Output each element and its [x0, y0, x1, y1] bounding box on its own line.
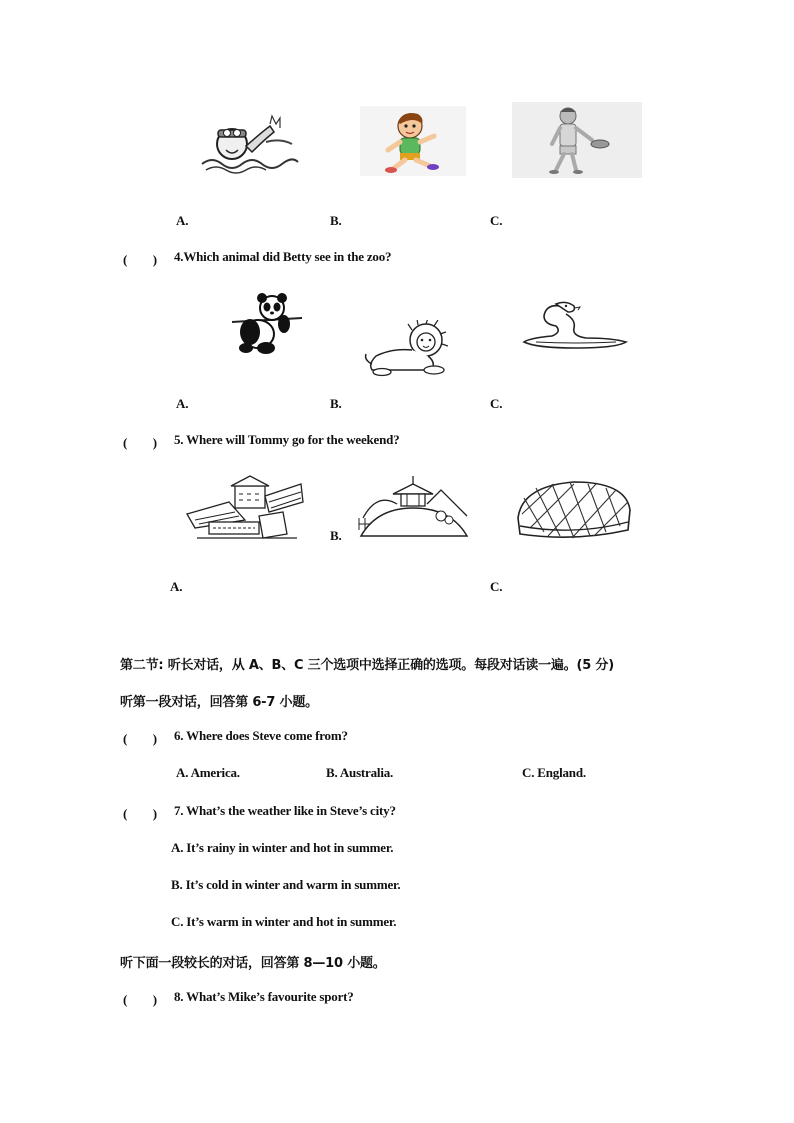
- q6-option-a[interactable]: A. America.: [176, 765, 240, 780]
- q7-option-b[interactable]: B. It’s cold in winter and warm in summer.: [171, 877, 401, 892]
- birds-nest-stadium-picture: [514, 474, 632, 542]
- q4-option-c[interactable]: C.: [490, 396, 503, 411]
- panda-picture: [228, 292, 304, 356]
- q3-option-a[interactable]: A.: [176, 213, 189, 228]
- q4-option-b[interactable]: B.: [330, 396, 342, 411]
- q6-option-c[interactable]: C. England.: [522, 765, 586, 780]
- section2-heading: 第二节: 听长对话，从 A、B、C 三个选项中选择正确的选项。每段对话读一遍。(5 分): [120, 658, 614, 673]
- q7-option-a[interactable]: A. It’s rainy in winter and hot in summer.: [171, 840, 394, 855]
- q3-option-c[interactable]: C.: [490, 213, 503, 228]
- q6-answer-parentheses[interactable]: ( ): [123, 731, 157, 746]
- q5-option-c[interactable]: C.: [490, 579, 503, 594]
- lion-picture: [362, 320, 448, 378]
- q7-answer-parentheses[interactable]: ( ): [123, 806, 157, 821]
- park-pavilion-picture: [357, 474, 471, 540]
- snake-picture: [516, 298, 630, 352]
- q5-option-b[interactable]: B.: [330, 528, 342, 543]
- q3-option-b[interactable]: B.: [330, 213, 342, 228]
- q8-question-text: 8. What’s Mike’s favourite sport?: [174, 989, 354, 1004]
- q6-question-text: 6. Where does Steve come from?: [174, 728, 348, 743]
- section2-dialogue2-instruction: 听下面一段较长的对话，回答第 8—10 小题。: [120, 956, 386, 971]
- q5-option-a[interactable]: A.: [170, 579, 183, 594]
- q7-option-c[interactable]: C. It’s warm in winter and hot in summer.: [171, 914, 397, 929]
- section2-dialogue1-instruction: 听第一段对话，回答第 6-7 小题。: [120, 695, 318, 710]
- running-boy-picture: [360, 106, 466, 176]
- q5-question-text: 5. Where will Tommy go for the weekend?: [174, 432, 400, 447]
- q6-option-b[interactable]: B. Australia.: [326, 765, 394, 780]
- q4-option-a[interactable]: A.: [176, 396, 189, 411]
- frisbee-boy-picture: [512, 102, 642, 178]
- q5-answer-parentheses[interactable]: ( ): [123, 435, 157, 450]
- swimming-picture: [200, 112, 300, 174]
- q4-answer-parentheses[interactable]: ( ): [123, 252, 157, 267]
- q7-question-text: 7. What’s the weather like in Steve’s city?: [174, 803, 396, 818]
- q8-answer-parentheses[interactable]: ( ): [123, 992, 157, 1007]
- q4-question-text: 4.Which animal did Betty see in the zoo?: [174, 249, 392, 264]
- great-wall-collage-picture: [185, 472, 309, 544]
